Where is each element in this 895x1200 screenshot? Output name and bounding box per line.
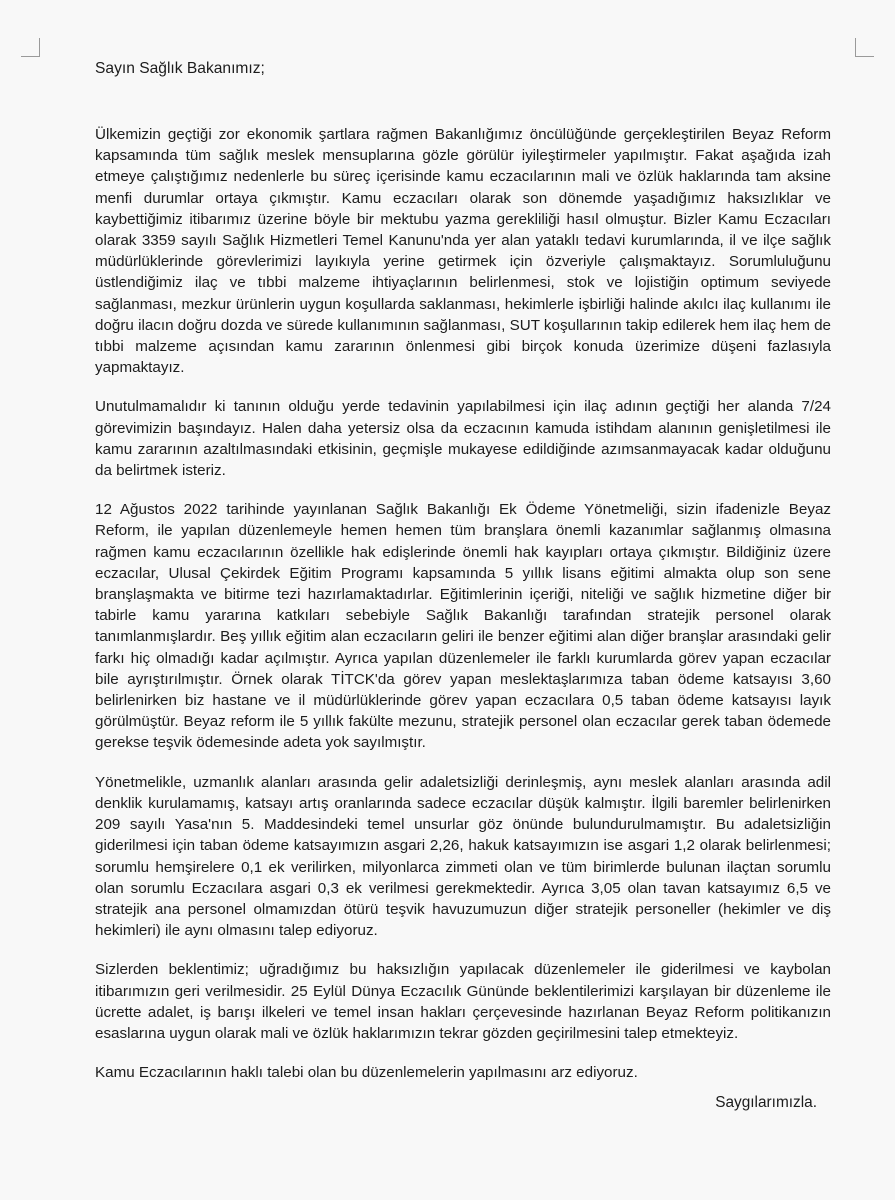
- paragraph-3: 12 Ağustos 2022 tarihinde yayınlanan Sağlık Bakanlığı Ek Ödeme Yönetmeliği, sizin ifadenizle Beyaz Reform, ile yapılan düzenlemeyle hemen hemen tüm branşlara önemli kazanımlar sağlanmış olmasına rağmen kamu eczacılarının özellikle hak edişlerinde önemli hak kayıpları ortaya çıkmıştır. Bildiğiniz üzere eczacılar, Ulusal Çekirdek Eğitim Programı kapsamında 5 yıllık lisans eğitimi almakta olup son sene branşlaşmakta ve bitirme tezi hazırlamaktadırlar. Eğitimlerinin içeriği, niteliği ve sağlık hizmetine diğer bir tabirle kamu yararına katkıları sebebiyle Sağlık Bakanlığı tarafından stratejik personel olarak tanımlanmışlardır. Beş yıllık eğitim alan eczacıların geliri ile benzer eğitimi alan diğer branşlar arasındaki gelir farkı hiç olmadığı kadar açılmıştır. Ayrıca yapılan düzenlemeler ile farklı kurumlarda görev yapan eczacılar bile ayrıştırılmıştır. Örnek olarak TİTCK'da görev yapan meslektaşlarımıza taban ödeme katsayısı 3,60 belirlenirken biz hastane ve il müdürlüklerinde görev yapan eczacılara 0,5 taban ödeme katsayısı layık görülmüştür. Beyaz reform ile 5 yıllık fakülte mezunu, stratejik personel olan eczacılar gerek taban ödemede gerekse teşvik ödemesinde adeta yok sayılmıştır.: [95, 501, 831, 752]
- paragraph-1: Ülkemizin geçtiği zor ekonomik şartlara rağmen Bakanlığımız öncülüğünde gerçekleştirilen Beyaz Reform kapsamında tüm sağlık meslek mensuplarına gözle görülür iyileştirmeler yapılmıştır. Fakat aşağıda izah etmeye çalıştığımız nedenlerle bu süreç içerisinde kamu eczacılarının mali ve özlük haklarında tam aksine menfi durumlar ortaya çıkmıştır. Kamu eczacıları olarak son dönemde yaşadığımız haksızlıklar ve kaybettiğimiz itibarımız üzerine böyle bir mektubu yazma gerekliliği hasıl olmuştur. Bizler Kamu Eczacıları olarak 3359 sayılı Sağlık Hizmetleri Temel Kanunu'nda yer alan yataklı tedavi kurumlarında, il ve ilçe sağlık müdürlüklerinde görevlerimizi layıkıyla yerine getirmek için özveriyle çalışmaktayız. Sorumluluğunu üstlendiğimiz ilaç ve tıbbi malzeme ihtiyaçlarının belirlenmesi, stok ve lojistiğin optimum seviyede sağlanması, mezkur ürünlerin uygun koşullarda saklanması, hekimlerle işbirliği halinde akılcı ilaç kullanımı ile doğru ilacın doğru dozda ve sürede kullanımının sağlanması, SUT koşullarının takip edilerek hem ilaç hem de tıbbi malzeme açısından kamu zararının önlenmesi gibi birçok konuda üzerimize düşeni fazlasıyla yapmaktayız.: [95, 126, 831, 377]
- page-corner-mark-right: [855, 38, 874, 57]
- letter-closing: Saygılarımızla.: [715, 1094, 817, 1111]
- letter-body: [95, 124, 831, 1101]
- paragraph-5: Sizlerden beklentimiz; uğradığımız bu haksızlığın yapılacak düzenlemeler ile giderilmesi ve kaybolan itibarımızın geri verilmesidir. 25 Eylül Dünya Eczacılık Gününde beklentilerimizi karşılayan bir düzenleme ile ücrette adalet, iş barışı ilkeleri ve temel insan hakları çerçevesinde hazırlanan Beyaz Reform politikanızın esaslarına uygun olarak mali ve özlük haklarımızın tekrar gözden geçirilmesini talep etmekteyiz.: [95, 961, 831, 1042]
- paragraph-6: Kamu Eczacılarının haklı talebi olan bu düzenlemelerin yapılmasını arz ediyoruz.: [95, 1064, 638, 1082]
- letter-salutation: Sayın Sağlık Bakanımız;: [95, 60, 265, 77]
- paragraph-2: Unutulmamalıdır ki tanının olduğu yerde tedavinin yapılabilmesi için ilaç adının geçtiği her alanda 7/24 görevimizin başındayız. Halen daha yetersiz olsa da eczacının kamuda istihdam alanının genişletilmesi ile kamu zararının azaltılmasındaki etkisinin, geçmişle mukayese edildiğinde azımsanmayacak kadar olduğunu da belirtmek isteriz.: [95, 398, 831, 480]
- page-corner-mark-left: [21, 38, 40, 57]
- paragraph-4: Yönetmelikle, uzmanlık alanları arasında gelir adaletsizliği derinleşmiş, aynı meslek alanları arasında adil denklik kurulamamış, katsayı artış oranlarında sadece eczacılar düşük kalmıştır. İlgili baremler belirlenirken 209 sayılı Yasa'nın 5. Maddesindeki temel unsurlar göz önünde bulundurulmamıştır. Bu adaletsizliğin giderilmesi için taban ödeme katsayımızın asgari 2,26, hakuk katsayımızın ise asgari 1,2 olarak belirlenmesi; sorumlu hemşirelere 0,1 ek verilirken, milyonlarca zimmeti olan ve tüm birimlerde bulunan ilaçtan sorumlu olan sorumlu Eczacılara asgari 0,3 ek verilmesi gerekmektedir. Ayrıca 3,05 olan tavan katsayımız 6,5 ve stratejik ana personel olmamızdan ötürü teşvik havuzumuzun diğer stratejik personeller (hekimler ve diş hekimleri) ile aynı olmasını talep ediyoruz.: [95, 773, 831, 940]
